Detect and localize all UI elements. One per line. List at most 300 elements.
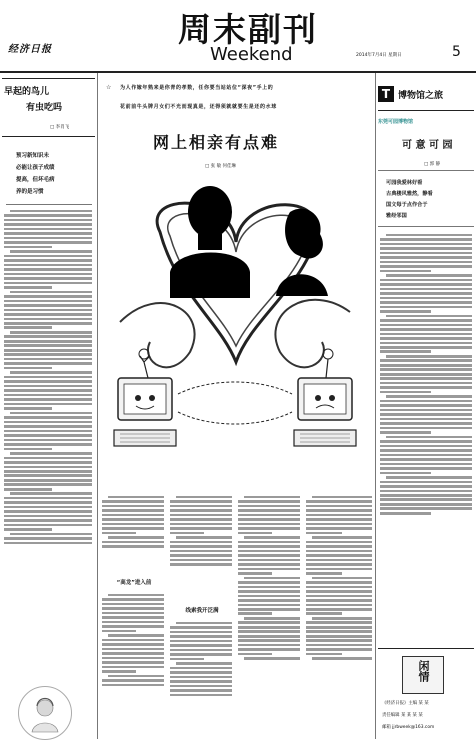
text-line bbox=[380, 377, 472, 380]
text-line bbox=[306, 568, 372, 571]
text-line bbox=[380, 400, 472, 403]
text-line bbox=[10, 371, 92, 374]
text-line bbox=[102, 679, 164, 682]
text-line bbox=[238, 550, 300, 553]
text-line bbox=[170, 653, 232, 656]
text-line bbox=[4, 398, 92, 401]
text-line bbox=[238, 590, 300, 593]
text-line bbox=[4, 403, 92, 406]
verse-line: 雅经邻国 bbox=[386, 213, 407, 219]
text-line bbox=[306, 612, 342, 615]
text-line bbox=[4, 519, 92, 522]
text-line bbox=[4, 506, 92, 509]
text-line bbox=[4, 232, 92, 235]
text-line bbox=[306, 518, 372, 521]
text-line bbox=[102, 523, 164, 526]
text-line bbox=[170, 545, 232, 548]
text-line bbox=[238, 581, 300, 584]
text-line bbox=[306, 541, 372, 544]
text-line bbox=[306, 644, 372, 647]
text-line bbox=[108, 675, 164, 678]
text-line bbox=[306, 554, 372, 557]
text-line bbox=[108, 536, 164, 539]
text-line bbox=[380, 333, 472, 336]
text-line bbox=[4, 376, 92, 379]
text-line bbox=[380, 328, 472, 331]
designer-line: 责任编辑 某 某 某 某 bbox=[382, 713, 423, 718]
text-line bbox=[238, 586, 300, 589]
text-line bbox=[4, 326, 52, 329]
text-line bbox=[238, 635, 300, 638]
text-line bbox=[4, 389, 92, 392]
text-line bbox=[170, 500, 232, 503]
text-line bbox=[306, 626, 372, 629]
text-line bbox=[244, 617, 300, 620]
text-line bbox=[4, 367, 52, 370]
text-line bbox=[4, 537, 92, 540]
text-line bbox=[4, 286, 52, 289]
text-line bbox=[238, 621, 300, 624]
text-line bbox=[4, 362, 92, 365]
right-column-divider bbox=[375, 73, 376, 739]
text-line bbox=[380, 481, 472, 484]
text-line bbox=[238, 599, 300, 602]
left-head-rule bbox=[2, 136, 95, 137]
text-line bbox=[4, 295, 92, 298]
brand-badge bbox=[378, 86, 472, 102]
text-line bbox=[238, 500, 300, 503]
pullquote-line: 提高，但坏毛病 bbox=[16, 177, 55, 183]
text-line bbox=[380, 418, 472, 421]
text-line bbox=[306, 532, 342, 535]
text-line bbox=[238, 518, 300, 521]
text-line bbox=[380, 368, 472, 371]
text-line bbox=[380, 364, 472, 367]
text-line bbox=[4, 510, 92, 513]
right-headline: 可 意 可 园 bbox=[402, 140, 453, 151]
text-line bbox=[4, 313, 92, 316]
text-line bbox=[306, 523, 372, 526]
text-line bbox=[312, 536, 372, 539]
text-line bbox=[380, 498, 472, 501]
text-line bbox=[244, 577, 300, 580]
text-line bbox=[170, 694, 232, 697]
paper-name: 经济日报 bbox=[8, 44, 52, 55]
text-line bbox=[306, 590, 372, 593]
text-line bbox=[170, 563, 232, 566]
text-line bbox=[238, 612, 272, 615]
text-line bbox=[380, 324, 472, 327]
text-line bbox=[170, 523, 232, 526]
text-line bbox=[170, 676, 232, 679]
text-line bbox=[170, 527, 232, 530]
text-line bbox=[380, 490, 472, 493]
text-line bbox=[108, 496, 164, 499]
text-line bbox=[4, 501, 92, 504]
text-line bbox=[238, 572, 272, 575]
page-number: 5 bbox=[452, 44, 461, 60]
teaser-line-1: 为人作嫁年熟来是你青的孝数，任你要当站站位“深夜”手上的 bbox=[120, 85, 274, 91]
verse-line: 可园我爱林好看 bbox=[386, 180, 423, 186]
text-line bbox=[306, 514, 372, 517]
text-line bbox=[238, 626, 300, 629]
left-headline-2: 有虫吃吗 bbox=[26, 103, 63, 113]
text-line bbox=[380, 297, 472, 300]
text-line bbox=[170, 541, 232, 544]
text-line bbox=[238, 527, 300, 530]
text-line bbox=[244, 657, 300, 660]
text-line bbox=[102, 643, 164, 646]
pullquote-rule bbox=[6, 204, 92, 205]
text-line bbox=[386, 355, 472, 358]
text-line bbox=[238, 568, 300, 571]
text-line bbox=[4, 228, 92, 231]
text-line bbox=[312, 496, 372, 499]
text-line bbox=[312, 617, 372, 620]
text-line bbox=[380, 265, 472, 268]
right-computer-illustration bbox=[294, 349, 356, 446]
text-line bbox=[380, 386, 472, 389]
pullquote-line: 预习新知识未 bbox=[16, 153, 50, 159]
text-line bbox=[306, 604, 372, 607]
text-line bbox=[4, 259, 92, 262]
text-line bbox=[4, 524, 92, 527]
text-line bbox=[380, 382, 472, 385]
editor-line: 《经济日报》主编 某 某 bbox=[382, 701, 429, 706]
text-line bbox=[102, 670, 136, 673]
text-line bbox=[102, 616, 164, 619]
text-line bbox=[238, 653, 272, 656]
text-line bbox=[170, 685, 232, 688]
pullquote-line: 养的是习惯 bbox=[16, 189, 44, 195]
text-line bbox=[238, 608, 300, 611]
text-line bbox=[238, 541, 300, 544]
text-line bbox=[102, 639, 164, 642]
text-line bbox=[170, 631, 232, 634]
bottom-right-rule bbox=[378, 648, 474, 649]
text-line bbox=[380, 454, 472, 457]
text-line bbox=[380, 346, 472, 349]
text-line bbox=[4, 470, 92, 473]
text-line bbox=[238, 509, 300, 512]
text-line bbox=[306, 505, 372, 508]
text-line bbox=[176, 662, 232, 665]
text-line bbox=[4, 255, 92, 258]
text-line bbox=[102, 514, 164, 517]
text-line bbox=[102, 598, 164, 601]
text-line bbox=[380, 458, 472, 461]
text-line bbox=[102, 505, 164, 508]
text-line bbox=[102, 621, 164, 624]
text-line bbox=[380, 449, 472, 452]
text-line bbox=[306, 653, 342, 656]
text-line bbox=[170, 518, 232, 521]
teaser-star-icon: ☆ bbox=[106, 84, 112, 91]
text-line bbox=[380, 301, 472, 304]
text-line bbox=[380, 243, 472, 246]
text-line bbox=[380, 288, 472, 291]
text-line bbox=[238, 644, 300, 647]
main-headline: 网上相亲有点难 bbox=[153, 133, 280, 152]
left-computer-illustration bbox=[114, 349, 176, 446]
text-line bbox=[102, 652, 164, 655]
text-line bbox=[380, 261, 472, 264]
text-line bbox=[102, 527, 164, 530]
text-line bbox=[4, 439, 92, 442]
text-line bbox=[238, 595, 300, 598]
text-line bbox=[306, 635, 372, 638]
text-line bbox=[386, 395, 472, 398]
supplement-title: 周末副刊 bbox=[178, 10, 318, 49]
text-line bbox=[102, 612, 164, 615]
text-line bbox=[4, 407, 52, 410]
text-line bbox=[170, 550, 232, 553]
brand-t-icon: T bbox=[378, 86, 394, 102]
text-line bbox=[4, 322, 92, 325]
text-line bbox=[4, 241, 92, 244]
teaser-line-2: 花前前牛头牌月女们不光而现真是，还得须就就要生是还的水球 bbox=[120, 104, 277, 110]
text-line bbox=[4, 335, 92, 338]
text-line bbox=[312, 577, 372, 580]
text-line bbox=[4, 430, 92, 433]
text-line bbox=[102, 625, 164, 628]
text-line bbox=[380, 427, 472, 430]
text-line bbox=[102, 509, 164, 512]
text-line bbox=[170, 626, 232, 629]
main-illustration bbox=[100, 172, 372, 494]
text-line bbox=[244, 496, 300, 499]
text-line bbox=[10, 250, 92, 253]
text-line bbox=[380, 252, 472, 255]
text-line bbox=[4, 528, 52, 531]
text-line bbox=[380, 485, 472, 488]
text-line bbox=[306, 621, 372, 624]
verse-line: 国文每于点作合于 bbox=[386, 202, 428, 208]
text-line bbox=[170, 640, 232, 643]
text-line bbox=[4, 479, 92, 482]
text-line bbox=[380, 337, 472, 340]
text-line bbox=[176, 622, 232, 625]
main-subhead-2: 线索我开泛满 bbox=[185, 608, 219, 614]
verse-line: 古典楼风雅然，静看 bbox=[386, 191, 433, 197]
text-line bbox=[4, 246, 52, 249]
text-line bbox=[170, 532, 204, 535]
text-line bbox=[170, 649, 232, 652]
text-line bbox=[380, 507, 472, 510]
text-line bbox=[4, 425, 92, 428]
text-line bbox=[170, 644, 232, 647]
text-line bbox=[380, 472, 431, 475]
leisure-badge bbox=[402, 656, 444, 694]
text-line bbox=[176, 496, 232, 499]
text-line bbox=[4, 394, 92, 397]
left-headline-1: 早起的鸟儿 bbox=[4, 87, 50, 97]
text-line bbox=[4, 483, 92, 486]
text-line bbox=[306, 648, 372, 651]
text-line bbox=[386, 436, 472, 439]
text-line bbox=[238, 559, 300, 562]
text-line bbox=[170, 514, 232, 517]
text-line bbox=[102, 500, 164, 503]
text-line bbox=[306, 563, 372, 566]
text-line bbox=[108, 634, 164, 637]
text-line bbox=[238, 505, 300, 508]
text-line bbox=[102, 657, 164, 660]
left-column-divider bbox=[97, 73, 98, 739]
text-line bbox=[4, 457, 92, 460]
main-body-column-2b bbox=[170, 620, 232, 732]
masthead-rule bbox=[0, 71, 476, 73]
text-line bbox=[4, 344, 92, 347]
left-body-text bbox=[4, 208, 92, 690]
text-line bbox=[170, 509, 232, 512]
text-line bbox=[306, 586, 372, 589]
portrait-illustration bbox=[24, 692, 66, 734]
text-line bbox=[4, 214, 92, 217]
text-line bbox=[380, 247, 472, 250]
text-line bbox=[380, 359, 472, 362]
text-line bbox=[306, 545, 372, 548]
text-line bbox=[4, 304, 92, 307]
text-line bbox=[4, 448, 52, 451]
text-line bbox=[4, 385, 92, 388]
text-line bbox=[238, 604, 300, 607]
text-line bbox=[170, 671, 232, 674]
text-line bbox=[4, 466, 92, 469]
left-pullquote bbox=[16, 150, 88, 198]
text-line bbox=[386, 234, 472, 237]
text-line bbox=[4, 358, 92, 361]
text-line bbox=[4, 353, 92, 356]
text-line bbox=[380, 503, 472, 506]
text-line bbox=[4, 340, 92, 343]
text-line bbox=[102, 666, 164, 669]
text-line bbox=[4, 434, 92, 437]
main-body-column-4 bbox=[306, 494, 372, 732]
text-line bbox=[306, 608, 372, 611]
text-line bbox=[102, 603, 164, 606]
text-line bbox=[380, 292, 472, 295]
text-line bbox=[380, 440, 472, 443]
text-line bbox=[4, 443, 92, 446]
text-line bbox=[4, 237, 92, 240]
text-line bbox=[380, 319, 472, 322]
text-line bbox=[4, 416, 92, 419]
text-line bbox=[10, 492, 92, 495]
text-line bbox=[306, 572, 342, 575]
text-line bbox=[238, 514, 300, 517]
issue-date: 2014年7月4日 星期日 bbox=[356, 53, 402, 58]
text-line bbox=[4, 474, 92, 477]
text-line bbox=[4, 273, 92, 276]
text-line bbox=[306, 630, 372, 633]
text-line bbox=[4, 380, 92, 383]
text-line bbox=[4, 300, 92, 303]
text-line bbox=[380, 409, 472, 412]
woman-silhouette bbox=[276, 209, 328, 296]
text-line bbox=[244, 536, 300, 539]
right-verse bbox=[386, 178, 468, 222]
text-line bbox=[380, 445, 472, 448]
text-line bbox=[306, 527, 372, 530]
text-line bbox=[380, 306, 472, 309]
text-line bbox=[238, 523, 300, 526]
text-line bbox=[4, 223, 92, 226]
text-line bbox=[380, 238, 472, 241]
right-body-text bbox=[380, 232, 472, 640]
text-line bbox=[170, 554, 232, 557]
text-line bbox=[4, 461, 92, 464]
text-line bbox=[380, 350, 431, 353]
text-line bbox=[380, 413, 472, 416]
text-line bbox=[386, 274, 472, 277]
text-line bbox=[380, 373, 472, 376]
text-line bbox=[306, 639, 372, 642]
text-line bbox=[10, 412, 92, 415]
text-line bbox=[380, 256, 472, 259]
supplement-subtitle: Weekend bbox=[210, 44, 293, 65]
text-line bbox=[380, 463, 472, 466]
text-line bbox=[4, 268, 92, 271]
text-line bbox=[4, 421, 92, 424]
left-byline: □ 李肖飞 bbox=[50, 125, 70, 130]
text-line bbox=[380, 404, 472, 407]
text-line bbox=[102, 607, 164, 610]
text-line bbox=[176, 536, 232, 539]
right-top-rule bbox=[378, 110, 474, 111]
text-line bbox=[102, 541, 164, 544]
main-body-column-1 bbox=[102, 494, 164, 574]
text-line bbox=[386, 476, 472, 479]
text-line bbox=[306, 599, 372, 602]
text-line bbox=[306, 559, 372, 562]
text-line bbox=[386, 315, 472, 318]
text-line bbox=[306, 595, 372, 598]
email-line: 邮箱 jjrbweek@163.com bbox=[382, 725, 435, 730]
text-line bbox=[312, 657, 372, 660]
text-line bbox=[306, 550, 372, 553]
main-body-column-2 bbox=[170, 494, 232, 602]
text-line bbox=[380, 391, 431, 394]
text-line bbox=[380, 431, 431, 434]
text-line bbox=[4, 349, 92, 352]
text-line bbox=[10, 452, 92, 455]
text-line bbox=[102, 661, 164, 664]
pullquote-line: 必能让孩子成绩 bbox=[16, 165, 55, 171]
text-line bbox=[170, 658, 204, 661]
text-line bbox=[4, 488, 52, 491]
right-byline: □ 郭 静 bbox=[424, 162, 441, 167]
left-top-rule bbox=[2, 78, 95, 79]
text-line bbox=[10, 331, 92, 334]
text-line bbox=[380, 270, 431, 273]
text-line bbox=[4, 282, 92, 285]
text-line bbox=[10, 210, 92, 213]
text-line bbox=[380, 467, 472, 470]
text-line bbox=[238, 630, 300, 633]
text-line bbox=[380, 342, 472, 345]
text-line bbox=[170, 635, 232, 638]
main-body-column-1b bbox=[102, 592, 164, 732]
text-line bbox=[238, 648, 300, 651]
text-line bbox=[4, 497, 92, 500]
text-line bbox=[102, 648, 164, 651]
text-line bbox=[306, 509, 372, 512]
text-line bbox=[170, 680, 232, 683]
leisure-label: 闲情 bbox=[417, 660, 430, 682]
text-line bbox=[380, 279, 472, 282]
main-body-column-3 bbox=[238, 494, 300, 732]
